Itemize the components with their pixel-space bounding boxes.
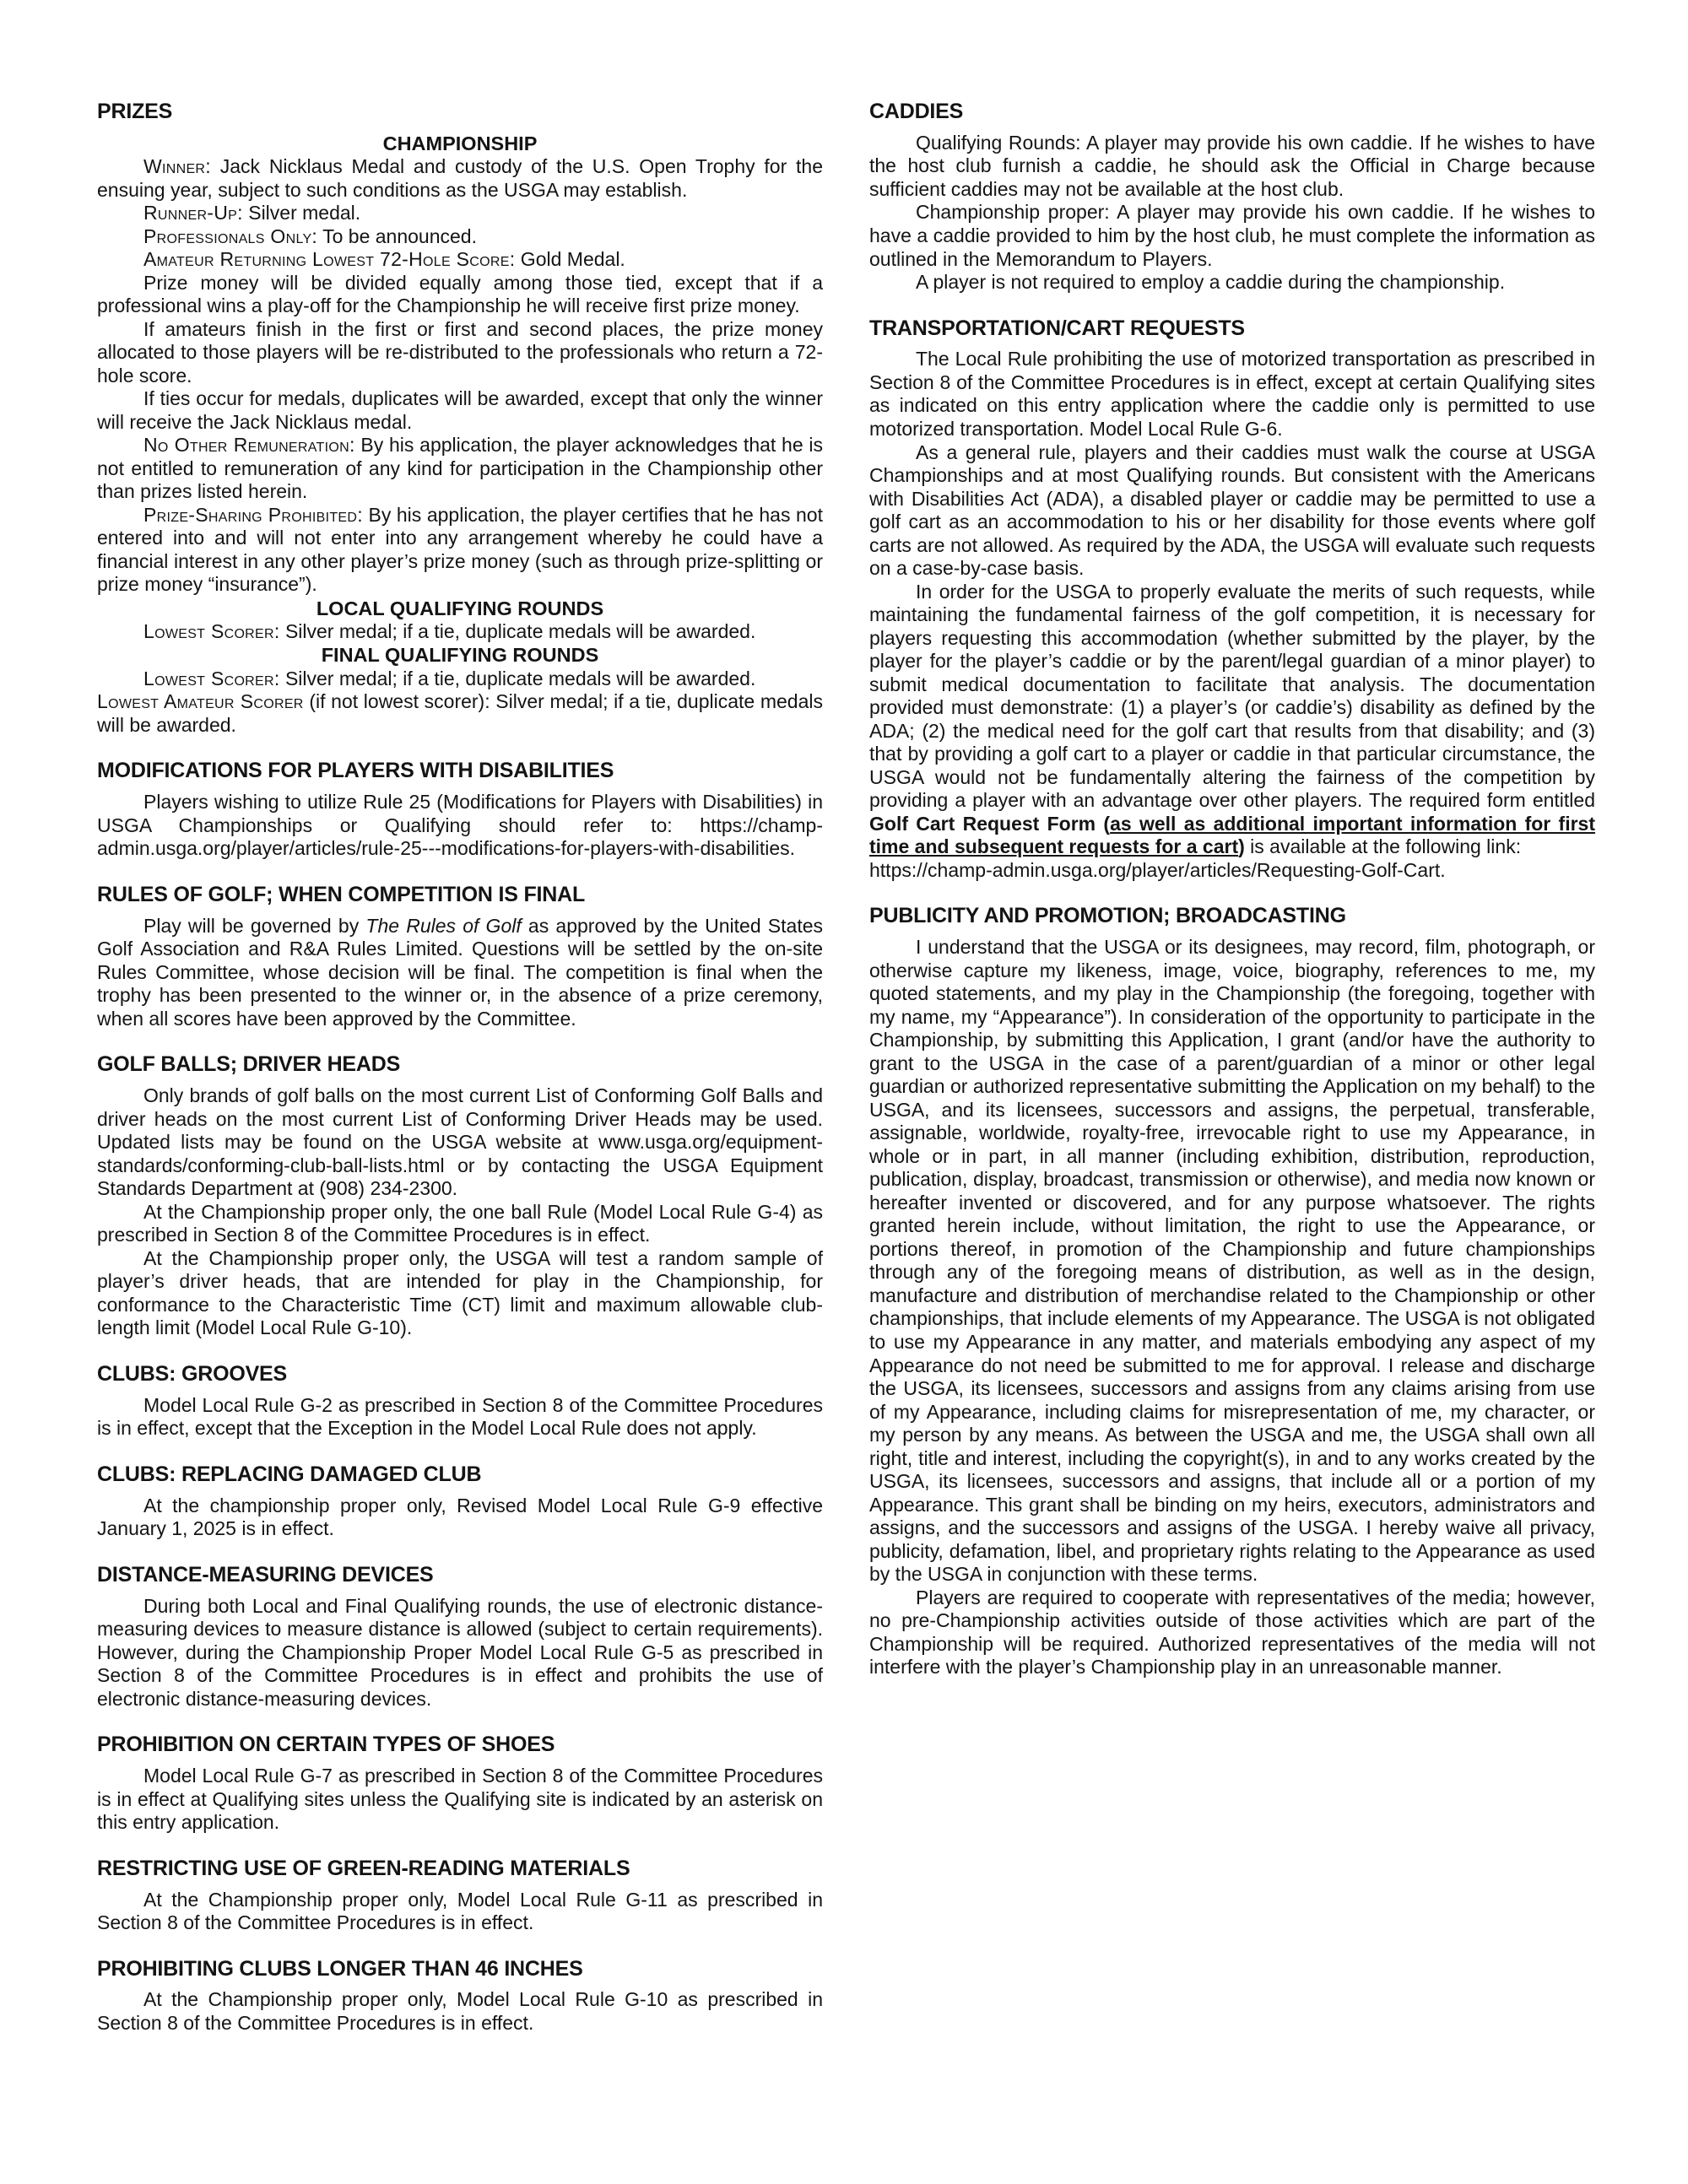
text-segment: LOCAL QUALIFYING ROUNDS [316, 597, 604, 619]
paragraph [869, 271, 1595, 295]
subheading [97, 643, 823, 667]
text-segment-b: ) [1238, 835, 1245, 858]
paragraph [869, 348, 1595, 441]
text-segment: https://champ-admin.usga.org/player/articles/Requesting-Golf-Cart. [869, 858, 1446, 881]
text-segment: PROHIBITION ON CERTAIN TYPES OF SHOES [97, 1733, 555, 1757]
text-segment: At the championship proper only, Revised Model Local Rule G-9 effective January 1, 2025 is in effect. [97, 1494, 823, 1540]
paragraph [97, 1889, 823, 1935]
text-segment: At the Championship proper only, Model Local Rule G-10 as prescribed in Section 8 of the Committee Procedures is in effect. [97, 1988, 823, 2034]
text-segment-b: Golf Cart Request Form ( [869, 812, 1111, 835]
paragraph-flush [869, 859, 1595, 883]
text-segment-i: The Rules of Golf [365, 914, 522, 937]
text-segment: The Local Rule prohibiting the use of motorized transportation as prescribed in Section 8 of the Committee Procedures is in effect, except at certain Qualifying sites as indicated on this entry application where the caddie only is permitted to use motorized transportation. Model Local Rule G-6. [869, 348, 1595, 440]
text-segment-sc: Runner-Up: [143, 202, 243, 224]
section-heading [869, 100, 1595, 125]
text-segment: At the Championship proper only, the USGA will test a random sample of player’s driver heads, that are intended for play in the Championship, for conformance to the Characteristic Time (CT) limit and maximum allowable club-length limit (Model Local Rule G-10). [97, 1246, 823, 1339]
text-segment: By his application, the player acknowledges that he is not entitled to remuneration of any kind for participation in the Championship other than prizes listed herein. [97, 434, 823, 503]
text-segment-sc: Prize-Sharing Prohibited: [143, 503, 363, 526]
paragraph [97, 668, 823, 691]
section-heading [869, 316, 1595, 342]
paragraph [97, 318, 823, 388]
text-segment: Gold Medal. [515, 248, 625, 271]
text-segment: I understand that the USGA or its designees, may record, film, photograph, or otherwise capture my likeness, image, voice, biography, references to me, my quoted statements, and my play in the Championship (the foregoing, together with my name, my “Appearance”). In consideration of the opportunity to participate in the Championship, by submitting this Application, I grant (and/or have the authority to grant to the USGA in the case of a parent/guardian of a minor or other legal guardian or authorized representative submitting the Application on my behalf) to the USGA, and its licensees, successors and assigns, the perpetual, transferable, assignable, worldwide, royalty-free, irrevocable right to use my Appearance, in whole or in part, in all manner (including exhibition, distribution, reproduction, publication, display, broadcast, transmission or otherwise), and media now known or hereafter invented or discovered, and for any purpose whatsoever. The rights granted herein include, without limitation, the right to use the Appearance, or portions thereof, in promotion of the Championship and future championships through any of the foregoing means of distribution, as well as in the design, manufacture and distribution of merchandise related to the Championship or other championships, that include elements of my Appearance. The USGA is not obligated to use my Appearance in any matter, and materials embodying any aspect of my Appearance do not need be submitted to me for approval. I release and discharge the USGA, its licensees, successors and assigns from any claims arising from use of my Appearance, including claims for misrepresentation of me, my character, or my person by any means. As between the USGA and me, the USGA shall own all right, title and interest, including the copyright(s), in and to any works created by the USGA, its licensees, successors and assigns, that include all or a portion of my Appearance. This grant shall be binding on my heirs, executors, administrators and assigns, and the successors and assigns of the USGA. I hereby waive all privacy, publicity, defamation, libel, and proprietary rights relating to the Appearance as used by the USGA in conjunction with these terms. [869, 936, 1595, 1586]
text-segment: Silver medal. [242, 202, 361, 224]
text-segment: MODIFICATIONS FOR PLAYERS WITH DISABILITIES [97, 759, 614, 783]
text-segment-sc: Lowest Scorer: [143, 667, 280, 689]
text-segment: PUBLICITY AND PROMOTION; BROADCASTING [869, 904, 1346, 928]
subheading [97, 132, 823, 155]
text-segment: In order for the USGA to properly evaluate the merits of such requests, while maintaining the fundamental fairness of the golf competition, it is necessary for players requesting this accommodation (whether submitted by the player, by the player for the player’s caddie or by the parent/legal guardian of a minor player) to submit medical documentation to facilitate that analysis. The documentation provided must demonstrate: (1) a player’s (or caddie’s) disability as defined by the ADA; (2) the medical need for the golf cart that results from that disability; and (3) that by providing a golf cart to a player or caddie in that particular circumstance, the USGA would not be fundamentally altering the fairness of the competition by providing a player with an advantage over other players. The required form entitled [869, 580, 1595, 812]
section-heading [97, 100, 823, 125]
text-segment-sc: Professionals Only: [143, 224, 318, 247]
paragraph [97, 434, 823, 504]
paragraph [97, 387, 823, 434]
section-heading [97, 759, 823, 784]
text-segment: Championship proper: A player may provide his own caddie. If he wishes to have a caddie provided to him by the host club, he must complete the information as outlined in the Memorandum to Players. [869, 201, 1595, 270]
text-segment: CHAMPIONSHIP [382, 132, 538, 154]
text-segment: GOLF BALLS; DRIVER HEADS [97, 1052, 401, 1077]
text-segment: If ties occur for medals, duplicates will be awarded, except that only the winner will receive the Jack Nicklaus medal. [97, 387, 823, 433]
text-segment: PRIZES [97, 100, 173, 123]
paragraph [97, 1765, 823, 1835]
paragraph [869, 936, 1595, 1586]
text-segment: TRANSPORTATION/CART REQUESTS [869, 316, 1245, 340]
paragraph [97, 1201, 823, 1247]
paragraph-flush [97, 690, 823, 737]
text-segment-sc: Lowest Amateur Scorer [97, 690, 304, 713]
text-segment-sc: Lowest Scorer: [143, 619, 280, 642]
text-segment: By his application, the player certifies that he has not entered into and will not enter into any arrangement whereby he could have a financial interest in any other player’s prize money (such as through prize-splitting or prize money “insurance”). [97, 503, 823, 596]
text-segment: At the Championship proper only, the one ball Rule (Model Local Rule G-4) as prescribed in Section 8 of the Committee Procedures is in effect. [97, 1200, 823, 1246]
text-segment: Players are required to cooperate with representatives of the media; however, no pre-Championship activities outside of those activities which are part of the Championship will be required. Authorized representatives of the media will not interfere with the player’s Championship play in an unreasonable manner. [869, 1586, 1595, 1679]
paragraph [97, 225, 823, 249]
paragraph [97, 915, 823, 1031]
text-segment: Qualifying Rounds: A player may provide his own caddie. If he wishes to have the host club furnish a caddie, he should ask the Official in Charge because sufficient caddies may not be available at the host club. [869, 131, 1595, 200]
paragraph [869, 581, 1595, 859]
section-heading [97, 1563, 823, 1588]
section-heading [869, 904, 1595, 929]
text-segment: Silver medal; if a tie, duplicate medals will be awarded. [279, 667, 756, 689]
paragraph [97, 1595, 823, 1711]
text-segment: Silver medal; if a tie, duplicate medals will be awarded. [279, 619, 756, 642]
text-segment: Prize money will be divided equally among those tied, except that if a professional wins a play-off for the Championship he will receive first prize money. [97, 271, 823, 317]
paragraph [97, 1495, 823, 1541]
paragraph [869, 132, 1595, 202]
text-segment: A player is not required to employ a caddie during the championship. [916, 271, 1506, 294]
text-segment: PROHIBITING CLUBS LONGER THAN 46 INCHES [97, 1956, 583, 1981]
text-segment-bu: as well as additional important information for first time and subsequent requests for a cart [869, 812, 1595, 858]
text-segment: Jack Nicklaus Medal and custody of the U.S. Open Trophy for the ensuing year, subject to such conditions as the USGA may establish. [97, 155, 823, 201]
text-segment-sc: No Other Remuneration: [143, 434, 355, 457]
text-segment: Model Local Rule G-7 as prescribed in Section 8 of the Committee Procedures is in effect at Qualifying sites unless the Qualifying site is indicated by an asterisk on this entry application. [97, 1765, 823, 1834]
text-segment: During both Local and Final Qualifying rounds, the use of electronic distance-measuring devices to measure distance is allowed (subject to certain requirements). However, during the Championship Proper Model Local Rule G-5 as prescribed in Section 8 of the Committee Procedures is in effect and prohibits the use of electronic distance-measuring devices. [97, 1594, 823, 1710]
text-segment: Only brands of golf balls on the most current List of Conforming Golf Balls and driver heads on the most current List of Conforming Driver Heads may be used. Updated lists may be found on the USGA website at www.usga.org/equipment-standards/conforming-club-ball-lists.html or by contacting the USGA Equipment Standards Department at (908) 234-2300. [97, 1084, 823, 1200]
text-segment: RULES OF GOLF; WHEN COMPETITION IS FINAL [97, 882, 586, 906]
left-column [97, 100, 823, 2035]
text-segment: If amateurs finish in the first or first and second places, the prize money allocated to those players will be re-distributed to the professionals who return a 72-hole score. [97, 317, 823, 387]
paragraph [869, 1587, 1595, 1679]
text-segment: As a general rule, players and their caddies must walk the course at USGA Championships and at most Qualifying rounds. But consistent with the Americans with Disabilities Act (ADA), a disabled player or caddie may be permitted to use a golf cart as an accommodation to his or her disability for those events where golf carts are not allowed. As required by the ADA, the USGA will evaluate such requests on a case-by-case basis. [869, 441, 1595, 580]
text-segment-sc: Amateur Returning Lowest 72-Hole Score: [143, 248, 516, 271]
text-segment-sc: Winner: [143, 155, 211, 178]
text-segment: as approved by the United States Golf Association and R&A Rules Limited. Questions will be settled by the on-site Rules Committee, whose decision will be final. The competition is final when the trophy has been presented to the winner or, in the absence of a prize ceremony, when all scores have been approved by the Committee. [97, 914, 824, 1030]
text-segment: is available at the following link: [1244, 835, 1522, 858]
paragraph [97, 272, 823, 318]
paragraph [97, 1988, 823, 2035]
paragraph [97, 1394, 823, 1441]
paragraph [97, 248, 823, 272]
paragraph [97, 791, 823, 861]
paragraph [97, 620, 823, 644]
text-segment: Players wishing to utilize Rule 25 (Modifications for Players with Disabilities) in USGA Championships or Qualifying should refer to: https://champ-admin.usga.org/player/articles/rule-25---modifications-for-players-with-disabilities. [97, 791, 823, 860]
subheading [97, 597, 823, 620]
paragraph [97, 1247, 823, 1340]
section-heading [97, 1462, 823, 1488]
text-segment: Play will be governed by [143, 914, 366, 937]
text-segment: CADDIES [869, 100, 964, 123]
section-heading [97, 1857, 823, 1882]
text-segment: (if not lowest scorer): Silver medal; if a tie, duplicate medals will be awarded. [97, 690, 823, 736]
text-segment: FINAL QUALIFYING ROUNDS [321, 644, 599, 667]
paragraph [869, 201, 1595, 271]
text-segment: Model Local Rule G-2 as prescribed in Section 8 of the Committee Procedures is in effect, except that the Exception in the Model Local Rule does not apply. [97, 1393, 823, 1440]
text-segment: To be announced. [317, 224, 477, 247]
text-segment: CLUBS: GROOVES [97, 1361, 287, 1386]
section-heading [97, 883, 823, 908]
paragraph [97, 1084, 823, 1201]
paragraph [869, 441, 1595, 581]
text-segment: DISTANCE-MEASURING DEVICES [97, 1562, 434, 1587]
paragraph [97, 202, 823, 225]
section-heading [97, 1957, 823, 1982]
text-segment: At the Championship proper only, Model Local Rule G-11 as prescribed in Section 8 of the Committee Procedures is in effect. [97, 1888, 823, 1934]
paragraph [97, 504, 823, 597]
text-segment: RESTRICTING USE OF GREEN-READING MATERIALS [97, 1856, 630, 1880]
text-segment: CLUBS: REPLACING DAMAGED CLUB [97, 1462, 482, 1486]
section-heading [97, 1362, 823, 1387]
right-column [869, 100, 1595, 1679]
section-heading [97, 1733, 823, 1758]
section-heading [97, 1052, 823, 1078]
paragraph [97, 155, 823, 202]
